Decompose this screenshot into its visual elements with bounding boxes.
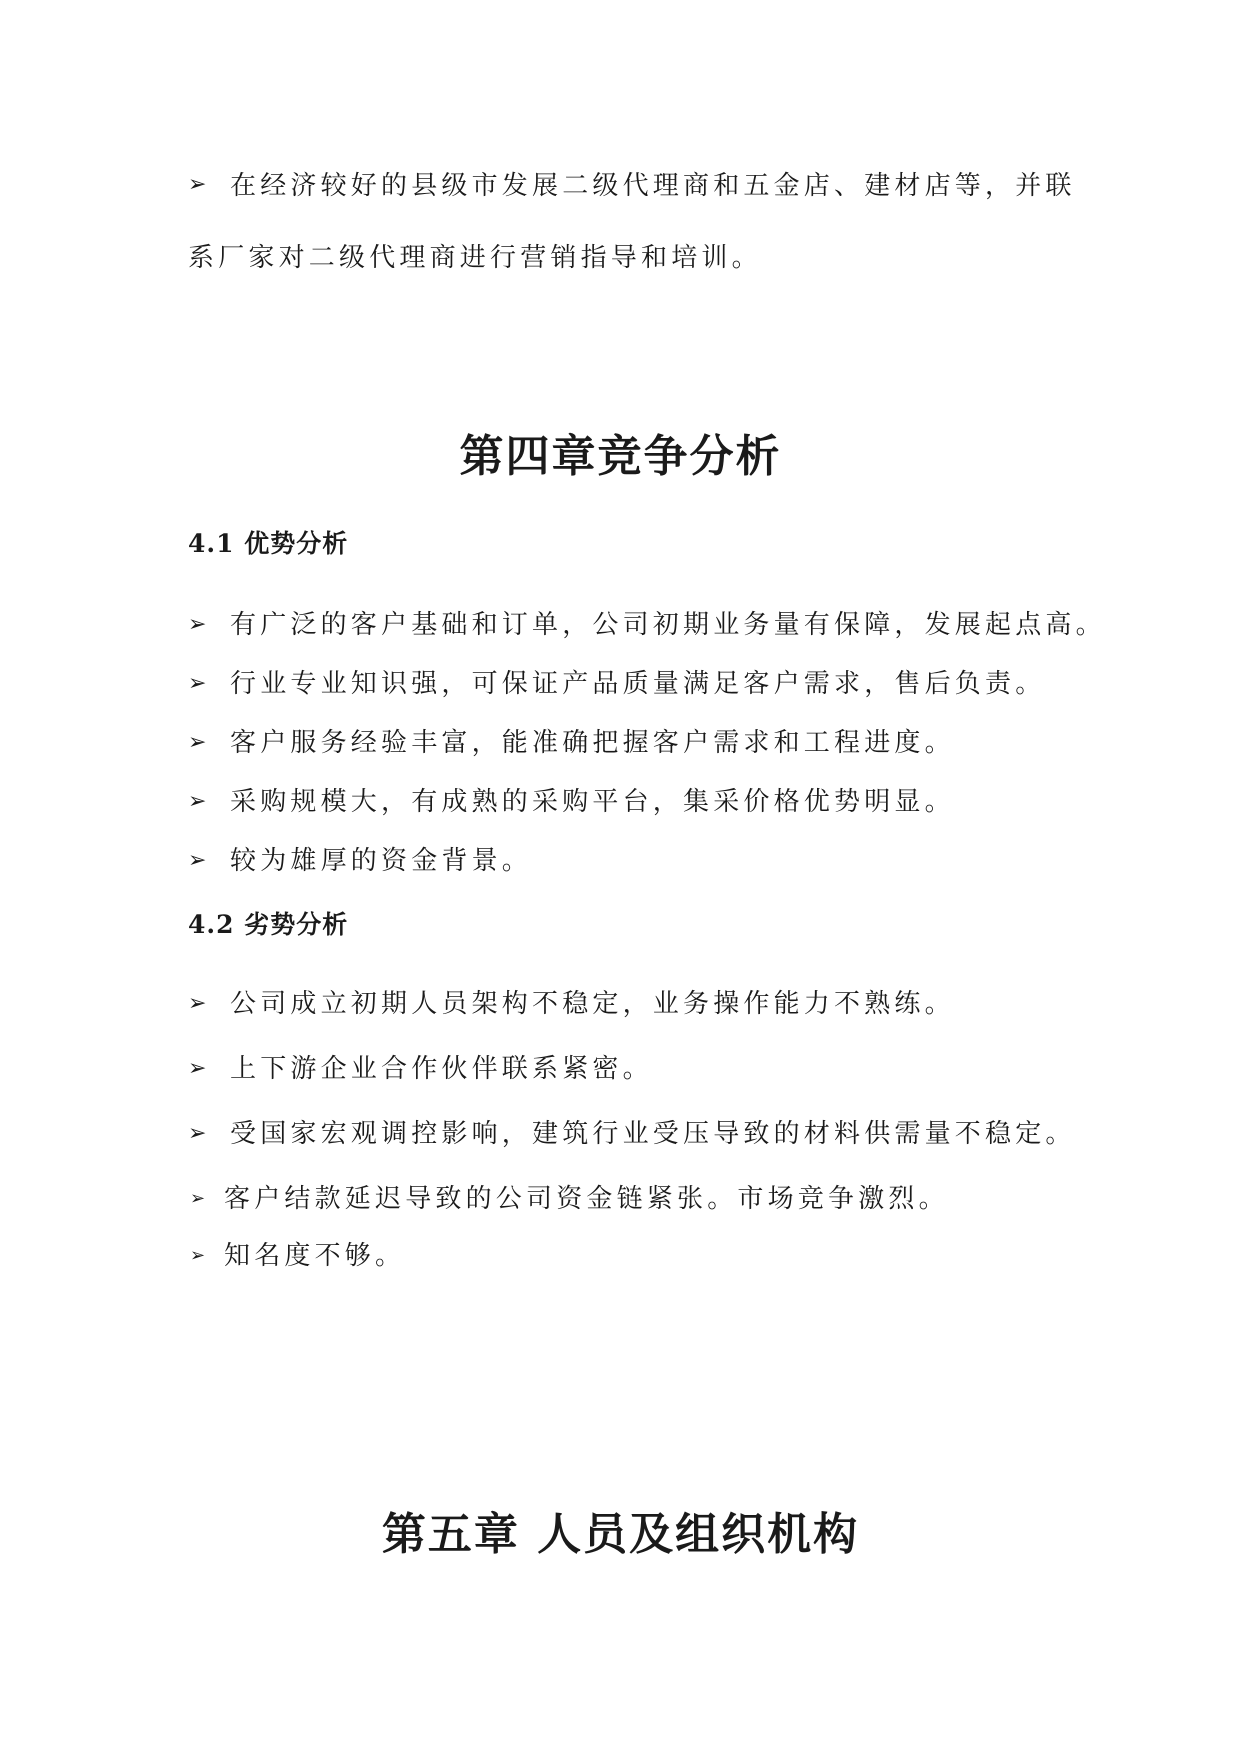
disadvantage-item: 客户结款延迟导致的公司资金链紧张。市场竞争激烈。 xyxy=(224,1184,949,1214)
advantage-item: 采购规模大，有成熟的采购平台，集采价格优势明显。 xyxy=(230,787,955,817)
bullet-arrow-icon: ➢ xyxy=(188,789,207,814)
bullet-arrow-icon: ➢ xyxy=(188,730,207,755)
bullet-arrow-icon: ➢ xyxy=(188,1121,207,1146)
disadvantage-item: 上下游企业合作伙伴联系紧密。 xyxy=(230,1054,653,1084)
bullet-arrow-icon: ➢ xyxy=(188,848,207,873)
section-4-1-heading: 4.1 优势分析 xyxy=(188,529,349,558)
intro-line-1: 在经济较好的县级市发展二级代理商和五金店、建材店等，并联 xyxy=(230,171,1076,201)
bullet-arrow-icon: ➢ xyxy=(190,1245,206,1266)
bullet-arrow-icon: ➢ xyxy=(188,172,207,197)
intro-line-2: 系厂家对二级代理商进行营销指导和培训。 xyxy=(188,243,762,273)
bullet-arrow-icon: ➢ xyxy=(188,1056,207,1081)
advantage-item: 行业专业知识强，可保证产品质量满足客户需求，售后负责。 xyxy=(230,669,1046,699)
disadvantage-item: 公司成立初期人员架构不稳定，业务操作能力不熟练。 xyxy=(230,989,955,1019)
chapter-4-title: 第四章竞争分析 xyxy=(459,431,782,482)
bullet-arrow-icon: ➢ xyxy=(188,991,207,1016)
advantage-item: 较为雄厚的资金背景。 xyxy=(230,846,533,876)
bullet-arrow-icon: ➢ xyxy=(188,612,207,637)
bullet-arrow-icon: ➢ xyxy=(190,1188,206,1209)
advantage-item: 客户服务经验丰富，能准确把握客户需求和工程进度。 xyxy=(230,728,955,758)
bullet-arrow-icon: ➢ xyxy=(188,671,207,696)
section-4-2-heading: 4.2 劣势分析 xyxy=(188,910,349,939)
disadvantage-item: 知名度不够。 xyxy=(224,1241,406,1271)
chapter-5-title: 第五章 人员及组织机构 xyxy=(381,1509,860,1560)
advantage-item: 有广泛的客户基础和订单，公司初期业务量有保障，发展起点高。 xyxy=(230,610,1106,640)
disadvantage-item: 受国家宏观调控影响，建筑行业受压导致的材料供需量不稳定。 xyxy=(230,1119,1076,1149)
